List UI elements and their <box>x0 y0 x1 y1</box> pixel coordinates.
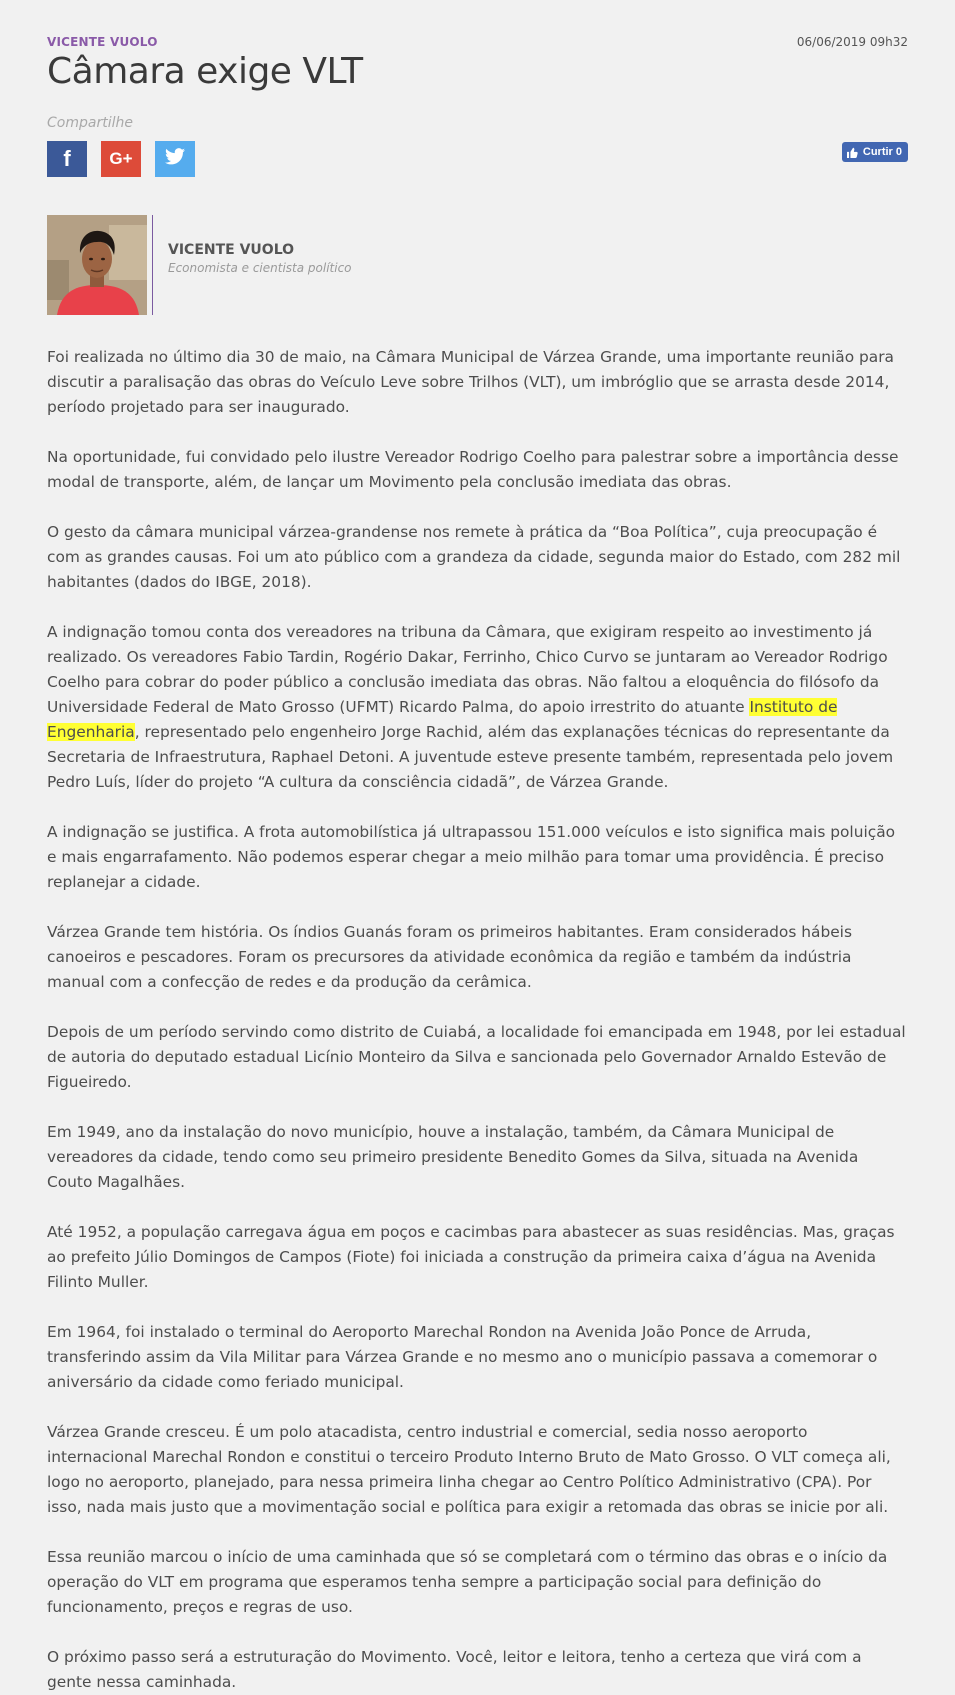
paragraph: Foi realizada no último dia 30 de maio, na Câmara Municipal de Várzea Grande, uma importante reunião para discutir a paralisação das obras do Veículo Leve sobre Trilhos (VLT), um imbróglio que se arrasta desde 2014, período projetado para ser inaugurado. <box>47 348 894 416</box>
paragraph: A indignação se justifica. A frota automobilística já ultrapassou 151.000 veículos e isto significa mais poluição e mais engarrafamento. Não podemos esperar chegar a meio milhão para tomar uma providência. É preciso replanejar a cidade. <box>47 823 896 891</box>
facebook-share-button[interactable] <box>47 141 87 177</box>
paragraph: Em 1949, ano da instalação do novo município, houve a instalação, também, da Câmara Municipal de vereadores da cidade, tendo como seu primeiro presidente Benedito Gomes da Silva, situada na Avenida Couto Magalhães. <box>47 1123 859 1191</box>
paragraph: Essa reunião marcou o início de uma caminhada que só se completará com o término das obras e o início da operação do VLT em programa que esperamos tenha sempre a participação social para definição do funcionamento, preços e regras de uso. <box>47 1548 888 1616</box>
paragraph: Várzea Grande tem história. Os índios Guanás foram os primeiros habitantes. Eram considerados hábeis canoeiros e pescadores. Foram os precursores da atividade econômica da região e também da indústria manual com a confecção de redes e da produção da cerâmica. <box>47 923 852 991</box>
paragraph: O gesto da câmara municipal várzea-grandense nos remete à prática da “Boa Política”, cuja preocupação é com as grandes causas. Foi um ato público com a grandeza da cidade, segunda maior do Estado, com 282 mil habitantes (dados do IBGE, 2018). <box>47 523 901 591</box>
facebook-like-button[interactable] <box>842 142 908 162</box>
avatar <box>47 215 147 315</box>
paragraph: Depois de um período servindo como distrito de Cuiabá, a localidade foi emancipada em 1948, por lei estadual de autoria do deputado estadual Licínio Monteiro da Silva e sancionada pelo Governador Arnaldo Estevão de Figueiredo. <box>47 1023 906 1091</box>
twitter-share-button[interactable] <box>155 141 195 177</box>
google-plus-share-button[interactable] <box>101 141 141 177</box>
share-label: Compartilhe <box>47 115 133 131</box>
author-divider <box>152 215 153 315</box>
highlighted-link[interactable]: Instituto de Engenharia <box>47 698 838 741</box>
paragraph-text: , representado pelo engenheiro Jorge Rachid, além das explanações técnicas do representante da Secretaria de Infraestrutura, Raphael Detoni. A juventude esteve presente também, representada pelo jovem Pedro Luís, líder do projeto “A cultura da consciência cidadã”, de Várzea Grande. <box>47 723 894 791</box>
paragraph <box>47 620 908 795</box>
share-bar <box>47 141 908 177</box>
google-plus-icon: G+ <box>109 149 133 168</box>
thumbs-up-icon <box>847 147 858 158</box>
author-info <box>168 215 352 315</box>
author-name[interactable]: VICENTE VUOLO <box>168 242 295 258</box>
author-role: Economista e cientista político <box>168 261 352 275</box>
facebook-icon: f <box>63 146 71 171</box>
paragraph: Na oportunidade, fui convidado pelo ilustre Vereador Rodrigo Coelho para palestrar sobre a importância desse modal de transporte, além, de lançar um Movimento pela conclusão imediata das obras. <box>47 448 899 491</box>
article-body <box>47 345 908 1695</box>
paragraph: Em 1964, foi instalado o terminal do Aeroporto Marechal Rondon na Avenida João Ponce de Arruda, transferindo assim da Vila Militar para Várzea Grande e no mesmo ano o município passava a comemorar o aniversário da cidade como feriado municipal. <box>47 1323 878 1391</box>
publish-date: 06/06/2019 09h32 <box>796 35 908 49</box>
paragraph: O próximo passo será a estruturação do Movimento. Você, leitor e leitora, tenho a certeza que virá com a gente nessa caminhada. <box>47 1648 862 1691</box>
like-count-label: Curtir 0 <box>862 146 902 158</box>
article-meta <box>47 34 908 50</box>
paragraph: Várzea Grande cresceu. É um polo atacadista, centro industrial e comercial, sedia nosso aeroporto internacional Marechal Rondon e constitui o terceiro Produto Interno Bruto de Mato Grosso. O VLT começa ali, logo no aeroporto, planejado, para nessa primeira linha chegar ao Centro Político Administrativo (CPA). Por isso, nada mais justo que a movimentação social e política para exigir a retomada das obras se inicie por ali. <box>47 1423 891 1516</box>
twitter-bird-icon <box>165 148 185 170</box>
paragraph: Até 1952, a população carregava água em poços e cacimbas para abastecer as suas residências. Mas, graças ao prefeito Júlio Domingos de Campos (Fiote) foi iniciada a construção da primeira caixa d’água na Avenida Filinto Muller. <box>47 1223 895 1291</box>
page-title: Câmara exige VLT <box>47 51 363 92</box>
author-card <box>47 215 908 315</box>
author-link[interactable]: VICENTE VUOLO <box>47 35 158 49</box>
paragraph-text: A indignação tomou conta dos vereadores na tribuna da Câmara, que exigiram respeito ao investimento já realizado. Os vereadores Fabio Tardin, Rogério Dakar, Ferrinho, Chico Curvo se juntaram ao Vereador Rodrigo Coelho para cobrar do poder público a conclusão imediata das obras. Não faltou a eloquência do filósofo da Universidade Federal de Mato Grosso (UFMT) Ricardo Palma, do apoio irrestrito do atuante <box>47 623 888 716</box>
